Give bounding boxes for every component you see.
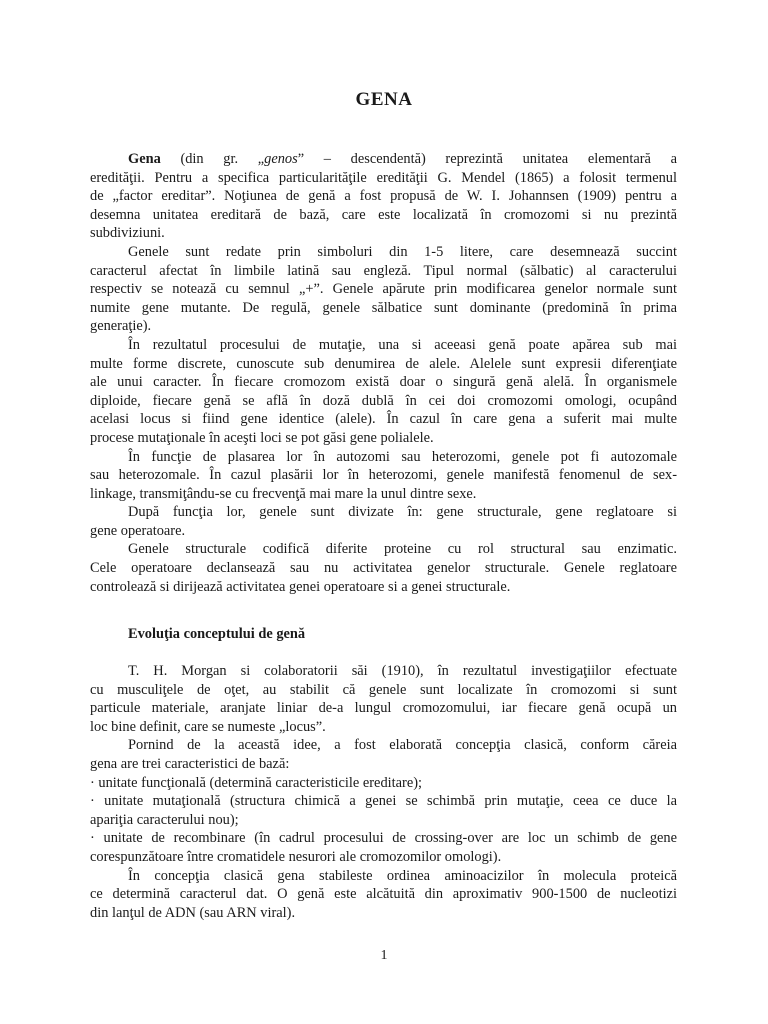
section-intro	[90, 150, 677, 596]
paragraph-line: ce determină caracterul dat. O genă este alcătuită din aproximativ 900-1500 de nucleotizi	[90, 886, 677, 903]
paragraph-line: ale unui caracter. În fiecare cromozom există doar o singură genă alelă. În organismele	[90, 374, 677, 391]
bullet-item: · unitate de recombinare (în cadrul procesului de crossing-over are loc un schimb de gene	[90, 830, 677, 847]
paragraph-line: Genele sunt redate prin simboluri din 1-5 litere, care desemnează succint	[128, 243, 677, 260]
paragraph-line: În concepţia clasică gena stabileste ordinea aminoacizilor în molecula proteică	[128, 867, 677, 884]
paragraph-line: În rezultatul procesului de mutaţie, una si aceeasi genă poate apărea sub mai	[128, 336, 677, 353]
paragraph-line: din lanţul de ADN (sau ARN viral).	[90, 904, 296, 921]
paragraph-line	[90, 150, 677, 169]
paragraph-line: subdiviziuni.	[90, 225, 165, 242]
paragraph-line: procese mutaţionale în aceşti loci se pot găsi gene polialele.	[90, 429, 434, 446]
paragraph-line: generaţie).	[90, 318, 152, 335]
paragraph-line: Genele structurale codifică diferite proteine cu rol structural sau enzimatic.	[128, 541, 677, 558]
paragraph-line: După funcţia lor, genele sunt divizate în: gene structurale, gene reglatoare si	[128, 504, 677, 521]
paragraph-line: gena are trei caracteristici de bază:	[90, 755, 290, 772]
paragraph-line: În funcţie de plasarea lor în autozomi sau heterozomi, genele pot fi autozomale	[128, 448, 677, 465]
bullet-item: · unitate mutaţională (structura chimică a genei se schimbă prin mutaţie, ceea ce duce la	[90, 793, 677, 810]
bullet-item: apariţia caracterului nou);	[90, 811, 239, 828]
paragraph-line: eredităţii. Pentru a specifica particularităţile eredităţii G. Mendel (1865) a folosit termenul	[90, 169, 677, 186]
paragraph-line: numite gene mutante. De regulă, genele sălbatice sunt dominante (predomină în prima	[90, 299, 677, 316]
paragraph-line: de „factor ereditar”. Noţiunea de genă a fost propusă de W. I. Johannsen (1909) pentru a	[90, 188, 677, 205]
paragraph-line: sau heterozomale. În cazul plasării lor în heterozomi, genele manifestă fenomenul de sex-	[90, 467, 677, 484]
paragraph-line: gene operatoare.	[90, 522, 186, 539]
section-evolution	[90, 662, 677, 922]
paragraph-line: controlează si dirijează activitatea genei operatoare si a genei structurale.	[90, 578, 511, 595]
paragraph-line: multe forme discrete, cunoscute sub denumirea de alele. Alelele sunt expresii diferenţiate	[90, 355, 677, 372]
paragraph-line: linkage, transmiţându-se cu frecvenţă mai mare la unul dintre sexe.	[90, 485, 477, 502]
paragraph-line: desemna unitatea ereditară de bază, care este localizată în cromozomi si nu prezintă	[90, 206, 677, 223]
page-title: GENA	[355, 89, 413, 110]
term-genos: genos	[264, 151, 298, 167]
paragraph-line: Cele operatoare declansează sau nu activitatea genelor structurale. Genele reglatoare	[90, 560, 677, 577]
section-heading: Evoluţia conceptului de genă	[128, 626, 306, 642]
paragraph-line: Pornind de la această idee, a fost elaborată concepţia clasică, conform căreia	[128, 737, 677, 754]
paragraph-line: acelasi locus si fiind gene identice (alele). În cazul în care gena a suferit mai multe	[90, 411, 677, 428]
page-number: 1	[380, 948, 388, 963]
paragraph-line: respectiv se notează cu semnul „+”. Genele apărute prin modificarea genelor normale sunt	[90, 281, 677, 298]
paragraph-line: caracterul afectat în limbile latină sau engleză. Tipul normal (sălbatic) al caracterului	[90, 262, 677, 279]
paragraph-line: cu musculiţele de oţet, au stabilit că genele sunt localizate în cromozomi si sunt	[90, 681, 677, 698]
paragraph-line: loc bine definit, care se numeste „locus”.	[90, 718, 326, 735]
bullet-item: · unitate funcţională (determină caracteristicile ereditare);	[90, 774, 422, 791]
text-span: (din gr. „	[160, 151, 265, 167]
paragraph-line: diploide, fiecare genă se află în doză dublă în cei doi cromozomi omologi, ocupând	[90, 392, 677, 409]
paragraph-line: T. H. Morgan si colaboratorii săi (1910), în rezultatul investigaţiilor efectuate	[128, 663, 677, 679]
text-span: ” – descendentă) reprezintă unitatea elementară a	[297, 151, 677, 167]
bullet-item: corespunzătoare între cromatidele nesurori ale cromozomilor omologi).	[90, 848, 502, 865]
paragraph-line: particule materiale, aranjate liniar de-a lungul cromozomului, iar fiecare genă ocupă un	[90, 700, 677, 717]
term-gena: Gena	[128, 151, 161, 167]
